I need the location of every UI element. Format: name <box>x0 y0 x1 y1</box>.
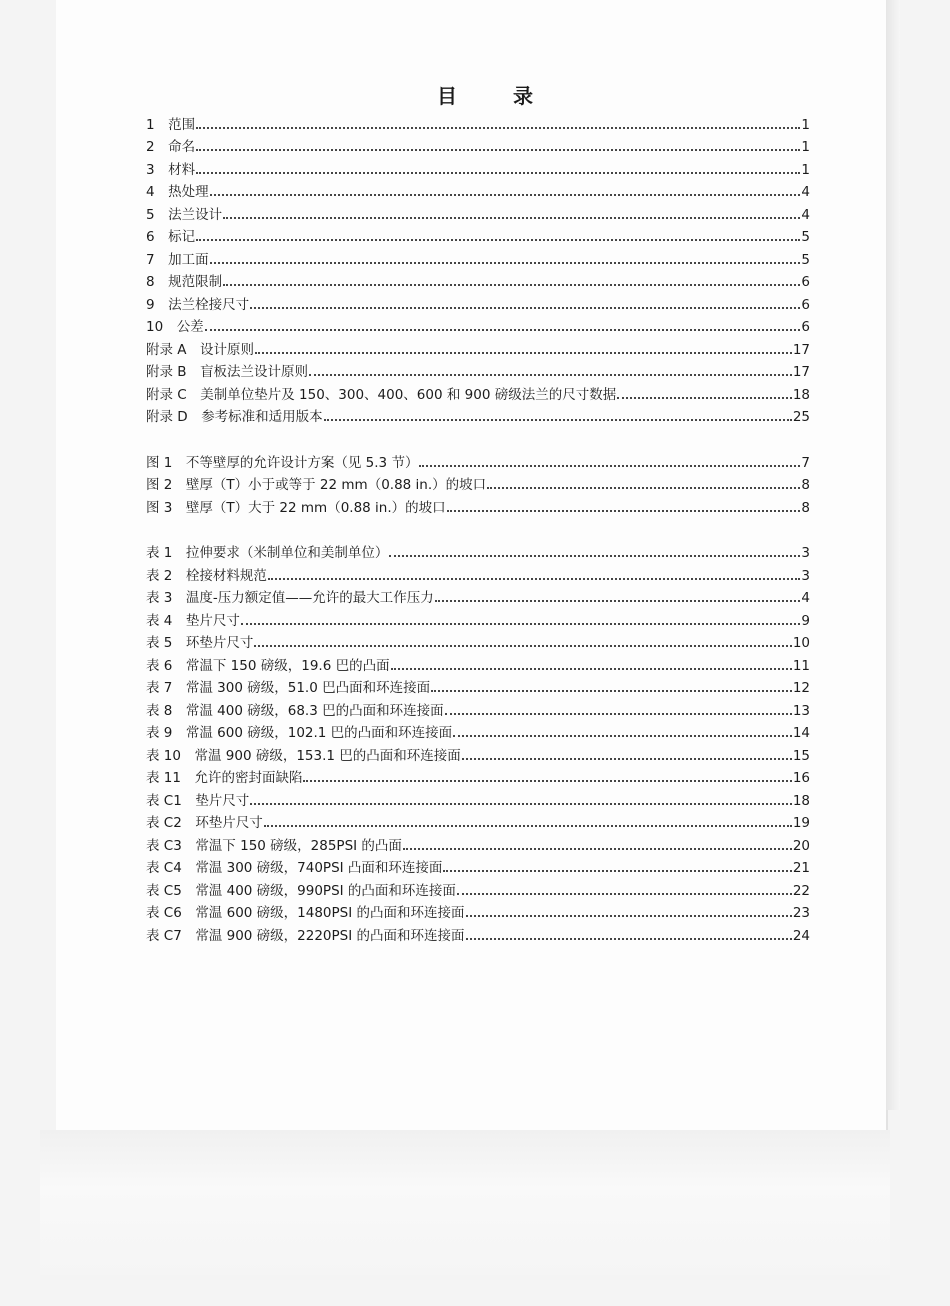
entry-separator <box>172 496 186 516</box>
page-number: 22 <box>792 882 810 899</box>
entry-number: 表 2 <box>146 567 173 584</box>
page-number: 9 <box>801 612 810 629</box>
page-number: 3 <box>801 545 810 561</box>
entry-separator <box>172 564 186 584</box>
page-number: 4 <box>801 590 810 606</box>
entry-separator <box>187 338 201 358</box>
page-number: 5 <box>801 229 810 245</box>
dot-leader <box>223 284 800 286</box>
dot-leader <box>324 419 792 421</box>
page-number: 1 <box>801 116 810 133</box>
toc-table-entry[interactable] <box>146 561 810 584</box>
entry-number: 表 6 <box>146 657 173 674</box>
toc-sections <box>146 110 810 425</box>
entry-number: 附录 C <box>146 386 187 403</box>
entry-number: 表 C7 <box>146 927 182 944</box>
entry-separator <box>182 834 196 854</box>
dot-leader <box>309 374 792 376</box>
toc-section-entry[interactable] <box>146 133 810 156</box>
entry-number: 5 <box>146 206 155 223</box>
toc-section-entry[interactable] <box>146 200 810 223</box>
entry-number: 6 <box>146 229 155 245</box>
entry-title: 参考标准和适用版本 <box>201 409 323 425</box>
dot-leader <box>403 848 792 850</box>
entry-title: 加工面 <box>168 251 209 268</box>
entry-title: 温度-压力额定值——允许的最大工作压力 <box>185 590 434 606</box>
dot-leader <box>223 217 800 219</box>
entry-number: 图 2 <box>146 477 173 493</box>
entry-separator <box>172 609 186 629</box>
page-number: 6 <box>801 296 810 313</box>
entry-title: 范围 <box>168 116 196 133</box>
dot-leader <box>210 262 801 264</box>
dot-leader <box>303 780 791 782</box>
toc-spacer <box>146 516 810 539</box>
entry-title: 常温 400 磅级，990PSI 的凸面和环连接面 <box>195 882 456 899</box>
entry-title: 标记 <box>168 229 196 245</box>
toc-figure-entry[interactable] <box>146 493 810 516</box>
table-of-contents <box>146 110 810 944</box>
entry-number: 表 C3 <box>146 837 182 854</box>
entry-separator <box>172 473 186 493</box>
page-number: 5 <box>801 251 810 268</box>
entry-number: 图 1 <box>146 454 173 471</box>
entry-separator <box>172 451 186 471</box>
page-number: 16 <box>792 770 810 786</box>
dot-leader <box>196 149 800 151</box>
page-number: 6 <box>801 319 810 335</box>
page-number: 13 <box>792 702 810 719</box>
toc-table-entry[interactable] <box>146 854 810 877</box>
dot-leader <box>196 239 800 241</box>
dot-leader <box>205 329 801 331</box>
entry-separator <box>182 789 196 809</box>
page-number: 4 <box>801 184 810 200</box>
entry-number: 表 5 <box>146 635 173 651</box>
toc-tables <box>146 539 810 944</box>
dot-leader <box>435 600 801 602</box>
toc-table-entry[interactable] <box>146 606 810 629</box>
entry-separator <box>172 676 186 696</box>
dot-leader <box>466 915 792 917</box>
toc-table-entry[interactable] <box>146 696 810 719</box>
entry-number: 表 C6 <box>146 905 182 921</box>
page-number: 17 <box>792 364 810 380</box>
toc-table-entry[interactable] <box>146 876 810 899</box>
entry-separator <box>172 721 186 741</box>
page-edge-shadow <box>886 0 900 1110</box>
toc-figure-entry[interactable] <box>146 448 810 471</box>
dot-leader <box>264 825 792 827</box>
entry-separator <box>182 811 196 831</box>
toc-table-entry[interactable] <box>146 651 810 674</box>
toc-section-entry[interactable] <box>146 335 810 358</box>
entry-separator <box>155 135 169 155</box>
toc-section-entry[interactable] <box>146 358 810 381</box>
entry-title: 常温 400 磅级，68.3 巴的凸面和环连接面 <box>185 702 444 719</box>
entry-separator <box>182 924 196 944</box>
toc-section-entry[interactable] <box>146 155 810 178</box>
entry-number: 附录 B <box>146 364 187 380</box>
entry-number: 表 10 <box>146 747 181 764</box>
page-number: 1 <box>801 139 810 155</box>
entry-number: 图 3 <box>146 499 173 516</box>
entry-title: 垫片尺寸 <box>195 792 250 809</box>
page-number: 12 <box>792 680 810 696</box>
dot-leader <box>419 465 800 467</box>
entry-number: 表 C2 <box>146 815 182 831</box>
entry-title: 常温 300 磅级，740PSI 凸面和环连接面 <box>195 860 443 876</box>
dot-leader <box>254 645 791 647</box>
page-number: 10 <box>792 635 810 651</box>
entry-title: 公差 <box>176 319 204 335</box>
entry-title: 不等壁厚的允许设计方案（见 5.3 节） <box>185 454 419 471</box>
dot-leader <box>250 803 792 805</box>
entry-separator <box>181 744 195 764</box>
page-number: 24 <box>792 927 810 944</box>
entry-title: 壁厚（T）大于 22 mm（0.88 in.）的坡口 <box>185 499 446 516</box>
entry-title: 常温 600 磅级，102.1 巴的凸面和环连接面 <box>185 725 453 741</box>
toc-section-entry[interactable] <box>146 380 810 403</box>
toc-table-entry[interactable] <box>146 899 810 922</box>
dot-leader <box>462 758 792 760</box>
entry-separator <box>182 879 196 899</box>
entry-title: 设计原则 <box>200 341 255 358</box>
entry-separator <box>155 203 169 223</box>
entry-separator <box>172 541 186 561</box>
entry-title: 命名 <box>168 139 196 155</box>
page-number: 6 <box>801 274 810 290</box>
entry-separator <box>155 158 169 178</box>
entry-separator <box>181 766 195 786</box>
toc-table-entry[interactable] <box>146 539 810 562</box>
entry-number: 表 11 <box>146 770 181 786</box>
entry-separator <box>182 856 196 876</box>
entry-title: 允许的密封面缺陷 <box>194 770 303 786</box>
entry-number: 7 <box>146 251 155 268</box>
entry-number: 表 1 <box>146 545 173 561</box>
toc-section-entry[interactable] <box>146 223 810 246</box>
page-number: 17 <box>792 341 810 358</box>
entry-title: 环垫片尺寸 <box>185 635 254 651</box>
page-number: 11 <box>792 657 810 674</box>
dot-leader <box>196 172 800 174</box>
page-number: 19 <box>792 815 810 831</box>
page-number: 25 <box>792 409 810 425</box>
toc-table-entry[interactable] <box>146 809 810 832</box>
entry-separator <box>155 113 169 133</box>
dot-leader <box>617 397 792 399</box>
entry-number: 表 4 <box>146 612 173 629</box>
entry-number: 10 <box>146 319 164 335</box>
entry-number: 1 <box>146 116 155 133</box>
entry-separator <box>172 654 186 674</box>
toc-table-entry[interactable] <box>146 719 810 742</box>
entry-title: 常温 600 磅级，1480PSI 的凸面和环连接面 <box>195 905 465 921</box>
entry-separator <box>187 360 201 380</box>
entry-separator <box>155 270 169 290</box>
toc-section-entry[interactable] <box>146 313 810 336</box>
entry-number: 2 <box>146 139 155 155</box>
page-number: 8 <box>801 499 810 516</box>
scanner-bed-area <box>40 1130 890 1275</box>
entry-number: 表 3 <box>146 590 173 606</box>
entry-separator <box>172 699 186 719</box>
dot-leader <box>447 510 801 512</box>
entry-number: 表 9 <box>146 725 173 741</box>
entry-number: 8 <box>146 274 155 290</box>
entry-number: 表 C4 <box>146 860 182 876</box>
toc-table-entry[interactable] <box>146 831 810 854</box>
toc-section-entry[interactable] <box>146 178 810 201</box>
entry-separator <box>188 405 202 425</box>
entry-title: 常温 900 磅级，2220PSI 的凸面和环连接面 <box>195 927 465 944</box>
dot-leader <box>196 127 800 129</box>
dot-leader <box>431 690 792 692</box>
toc-figure-entry[interactable] <box>146 471 810 494</box>
dot-leader <box>210 194 801 196</box>
entry-title: 壁厚（T）小于或等于 22 mm（0.88 in.）的坡口 <box>185 477 487 493</box>
page-number: 4 <box>801 206 810 223</box>
page-number: 18 <box>792 792 810 809</box>
toc-table-entry[interactable] <box>146 921 810 944</box>
toc-table-entry[interactable] <box>146 584 810 607</box>
entry-separator <box>155 248 169 268</box>
dot-leader <box>241 623 801 625</box>
toc-section-entry[interactable] <box>146 403 810 426</box>
page-number: 3 <box>801 567 810 584</box>
entry-number: 附录 A <box>146 341 187 358</box>
toc-section-entry[interactable] <box>146 290 810 313</box>
entry-separator <box>155 225 169 245</box>
entry-title: 法兰设计 <box>168 206 223 223</box>
toc-section-entry[interactable] <box>146 245 810 268</box>
entry-title: 美制单位垫片及 150、300、400、600 和 900 磅级法兰的尺寸数据 <box>200 386 617 403</box>
entry-number: 表 8 <box>146 702 173 719</box>
page-number: 7 <box>801 454 810 471</box>
entry-title: 材料 <box>168 161 196 178</box>
entry-number: 9 <box>146 296 155 313</box>
entry-number: 表 C5 <box>146 882 182 899</box>
page-number: 18 <box>792 386 810 403</box>
dot-leader <box>250 307 800 309</box>
dot-leader <box>453 735 792 737</box>
page-number: 20 <box>792 837 810 854</box>
entry-separator <box>172 586 186 606</box>
entry-number: 附录 D <box>146 409 188 425</box>
entry-title: 垫片尺寸 <box>185 612 240 629</box>
page-number: 21 <box>792 860 810 876</box>
entry-number: 3 <box>146 161 155 178</box>
entry-separator <box>187 383 201 403</box>
dot-leader <box>445 713 792 715</box>
page-number: 15 <box>792 747 810 764</box>
dot-leader <box>255 352 792 354</box>
entry-number: 4 <box>146 184 155 200</box>
entry-title: 法兰栓接尺寸 <box>168 296 250 313</box>
toc-table-entry[interactable] <box>146 741 810 764</box>
toc-table-entry[interactable] <box>146 764 810 787</box>
page-number: 8 <box>801 477 810 493</box>
entry-title: 规范限制 <box>168 274 223 290</box>
entry-title: 常温下 150 磅级，285PSI 的凸面 <box>195 837 402 854</box>
entry-number: 表 7 <box>146 680 173 696</box>
entry-separator <box>155 293 169 313</box>
toc-spacer <box>146 425 810 448</box>
entry-separator <box>182 901 196 921</box>
entry-separator <box>155 180 169 200</box>
entry-title: 盲板法兰设计原则 <box>200 364 309 380</box>
entry-title: 拉伸要求（米制单位和美制单位） <box>185 545 389 561</box>
dot-leader <box>487 487 800 489</box>
entry-title: 热处理 <box>168 184 209 200</box>
entry-title: 常温 300 磅级，51.0 巴凸面和环连接面 <box>185 680 431 696</box>
toc-section-entry[interactable] <box>146 110 810 133</box>
entry-title: 栓接材料规范 <box>185 567 267 584</box>
dot-leader <box>466 938 792 940</box>
toc-table-entry[interactable] <box>146 629 810 652</box>
entry-title: 环垫片尺寸 <box>195 815 263 831</box>
dot-leader <box>391 668 792 670</box>
entry-separator <box>172 631 186 651</box>
toc-figures <box>146 448 810 516</box>
dot-leader <box>443 870 791 872</box>
dot-leader <box>268 578 801 580</box>
entry-title: 常温 900 磅级，153.1 巴的凸面和环连接面 <box>194 747 461 764</box>
entry-number: 表 C1 <box>146 792 182 809</box>
toc-section-entry[interactable] <box>146 268 810 291</box>
toc-table-entry[interactable] <box>146 674 810 697</box>
entry-separator <box>163 315 177 335</box>
page-number: 14 <box>792 725 810 741</box>
toc-table-entry[interactable] <box>146 786 810 809</box>
page-number: 23 <box>792 905 810 921</box>
entry-title: 常温下 150 磅级，19.6 巴的凸面 <box>185 657 390 674</box>
page-number: 1 <box>801 161 810 178</box>
dot-leader <box>389 555 800 557</box>
page-title: 目 录 <box>437 84 551 108</box>
dot-leader <box>457 893 792 895</box>
